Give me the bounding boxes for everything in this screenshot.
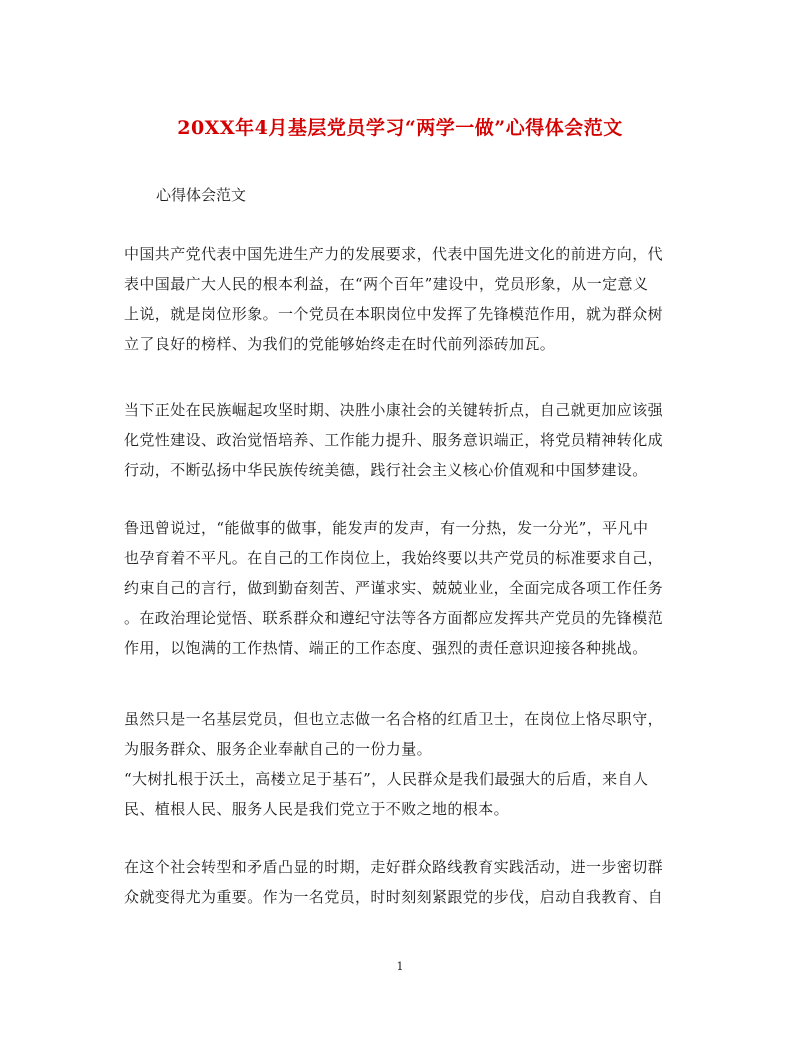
paragraph-line: 虽然只是一名基层党员，但也立志做一名合格的红盾卫士，在岗位上恪尽职守， <box>124 710 664 728</box>
paragraph-line: 作用，以饱满的工作热情、端正的工作态度、强烈的责任意识迎接各种挑战。 <box>124 639 648 657</box>
paragraph <box>124 852 684 912</box>
document-title: 20XX年4月基层党员学习“两学一做”心得体会范文 <box>177 117 623 139</box>
paragraph-line: 民、植根人民、服务人民是我们党立于不败之地的根本。 <box>124 800 510 818</box>
paragraph-line: 鲁迅曾说过，“能做事的做事，能发声的发声，有一分热，发一分光”，平凡中 <box>124 519 649 537</box>
paragraph-line: 在这个社会转型和矛盾凸显的时期，走好群众路线教育实践活动，进一步密切群 <box>124 858 664 876</box>
paragraph <box>124 395 684 485</box>
paragraph-line: 表中国最广大人民的根本利益，在“两个百年”建设中，党员形象，从一定意义 <box>124 275 649 293</box>
page-number: 1 <box>396 960 404 973</box>
document-subtitle: 心得体会范文 <box>156 186 247 204</box>
paragraph-line: 。在政治理论觉悟、联系群众和遵纪守法等各方面都应发挥共产党员的先锋模范 <box>124 609 664 627</box>
paragraph-line: 为服务群众、服务企业奉献自己的一份力量。 <box>124 740 433 758</box>
paragraph-line: 中国共产党代表中国先进生产力的发展要求，代表中国先进文化的前进方向，代 <box>124 245 664 263</box>
paragraph-line: 立了良好的榜样、为我们的党能够始终走在时代前列添砖加瓦。 <box>124 335 556 353</box>
paragraph-line: 化党性建设、政治觉悟培养、工作能力提升、服务意识端正，将党员精神转化成 <box>124 431 664 449</box>
paragraph <box>124 704 684 824</box>
paragraph-line: 行动，不断弘扬中华民族传统美德，践行社会主义核心价值观和中国梦建设。 <box>124 461 648 479</box>
paragraph-line: 众就变得尤为重要。作为一名党员，时时刻刻紧跟党的步伐，启动自我教育、自 <box>124 888 664 906</box>
paragraph-line: 也孕育着不平凡。在自己的工作岗位上，我始终要以共产党员的标准要求自己， <box>124 549 664 567</box>
paragraph <box>124 513 684 663</box>
paragraph-line: 约束自己的言行，做到勤奋刻苦、严谨求实、兢兢业业，全面完成各项工作任务 <box>124 579 664 597</box>
paragraph-line: 上说，就是岗位形象。一个党员在本职岗位中发挥了先锋模范作用，就为群众树 <box>124 305 664 323</box>
paragraph <box>124 239 684 359</box>
paragraph-line: 当下正处在民族崛起攻坚时期、决胜小康社会的关键转折点，自己就更加应该强 <box>124 401 664 419</box>
paragraph-line: “大树扎根于沃土，高楼立足于基石”，人民群众是我们最强大的后盾，来自人 <box>124 770 649 788</box>
